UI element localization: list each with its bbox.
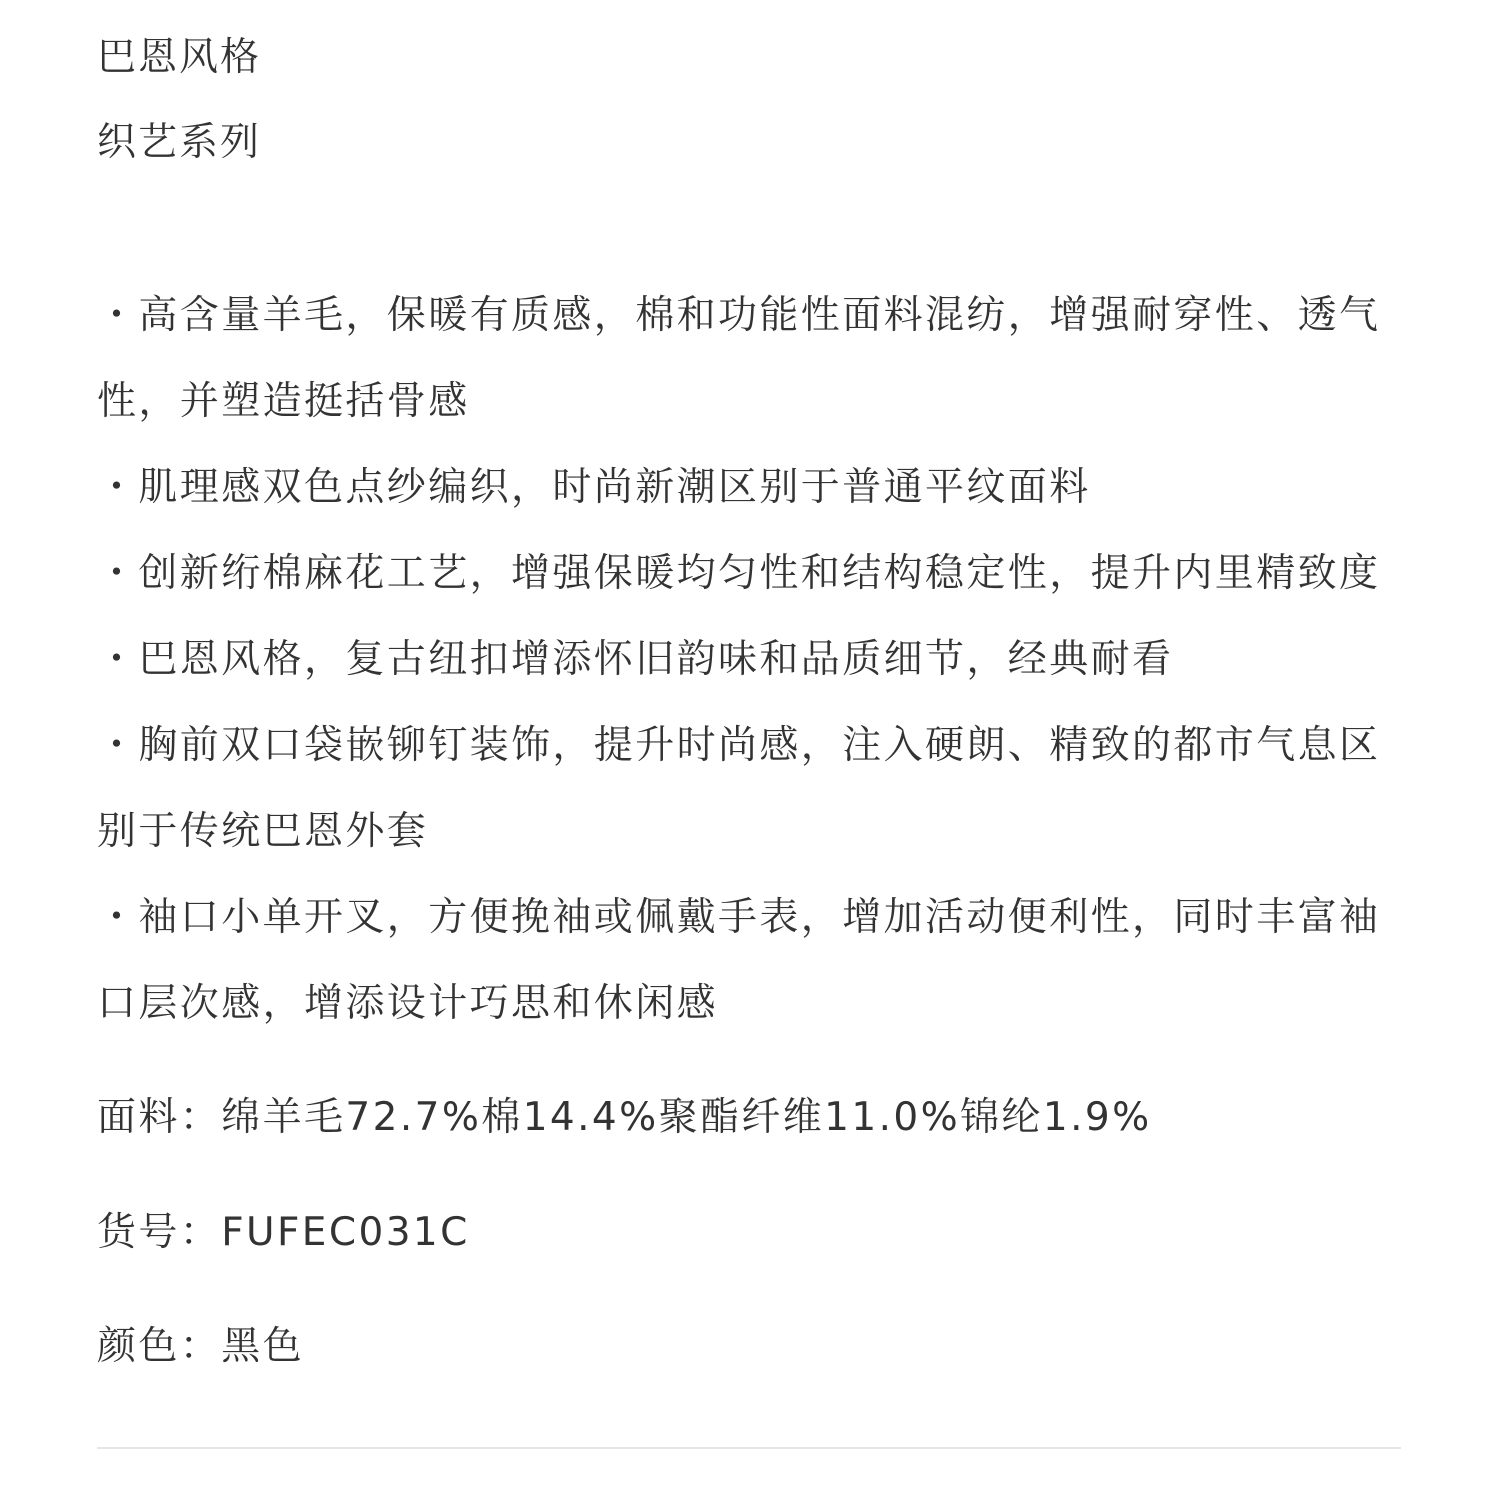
series-name: 织艺系列 xyxy=(97,120,262,165)
product-color: 颜色：黑色 xyxy=(97,1324,305,1369)
feature-item: ・肌理感双色点纱编织，时尚新潮区别于普通平纹面料 xyxy=(97,465,1091,510)
feature-item: ・创新绗棉麻花工艺，增强保暖均匀性和结构稳定性，提升内里精致度 xyxy=(97,551,1381,596)
feature-item: ・巴恩风格，复古纽扣增添怀旧韵味和品质细节，经典耐看 xyxy=(97,637,1174,682)
feature-list xyxy=(97,273,1401,1047)
feature-item: ・高含量羊毛，保暖有质感，棉和功能性面料混纺，增强耐穿性、透气性，并塑造挺括骨感 xyxy=(97,293,1381,424)
feature-item: ・袖口小单开叉，方便挽袖或佩戴手表，增加活动便利性，同时丰富袖口层次感，增添设计巧思和休闲感 xyxy=(97,895,1381,1026)
item-number: 货号：FUFEC031C xyxy=(97,1210,470,1255)
style-name: 巴恩风格 xyxy=(97,35,262,80)
section-divider xyxy=(97,1447,1401,1449)
fabric-composition: 面料：绵羊毛72.7%棉14.4%聚酯纤维11.0%锦纶1.9% xyxy=(97,1095,1152,1140)
feature-item: ・胸前双口袋嵌铆钉装饰，提升时尚感，注入硬朗、精致的都市气息区别于传统巴恩外套 xyxy=(97,723,1381,854)
